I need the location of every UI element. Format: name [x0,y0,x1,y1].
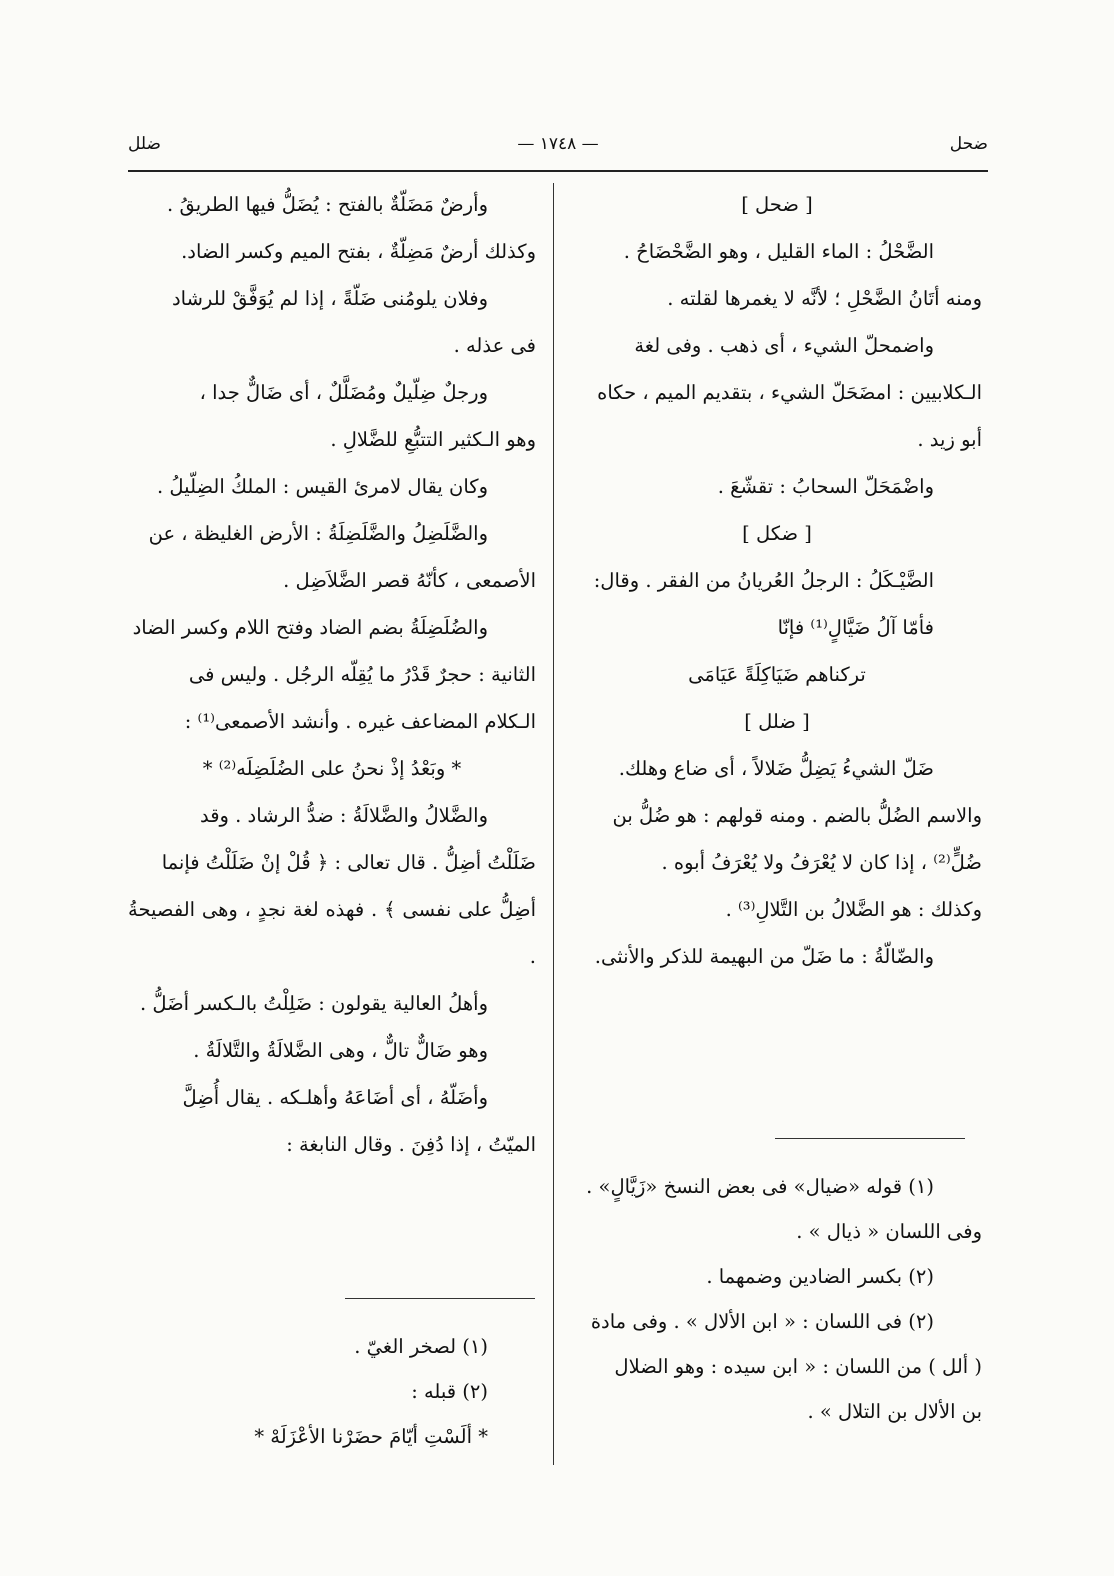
text-line: وفلان يلومُنى ضَلّةً ، إذا لم يُوَفَّقْ للرشاد [171,287,488,310]
footnote-line: (٢) فى اللسان : « ابن الألال » . وفى مادة [590,1310,934,1333]
text-line: الـكلابيين : امضَحَلّ الشيء ، بتقديم الميم ، حكاه [597,381,982,404]
text-line: أبو زيد . [917,428,982,451]
verse-line: * وبَعْدُ إذْ نحنُ على الضُلَضِلَه⁽²⁾ * [202,757,462,780]
text-line: وأهلُ العالية يقولون : ضَلِلْتُ بالـكسر أضَلُّ . [139,992,488,1015]
verse-line: * ألَسْتِ أيّامَ حضَرْنا الأعْزَلَهْ * [254,1425,488,1448]
page-number: — ١٧٤٨ — [517,134,599,154]
footnote-line: وفى اللسان « ذيال » . [796,1220,982,1243]
text-line: الضَّيْـكَلُ : الرجلُ العُريانُ من الفقر . وقال: [593,569,934,592]
text-line: فى عذله . [453,334,536,357]
left-footnotes [128,1324,536,1459]
text-line: وكذلك أرضٌ مَضِلّةٌ ، بفتح الميم وكسر الضاد. [181,240,536,263]
footnote-line: بن الألال بن التلال » . [807,1400,982,1423]
left-column [128,181,536,1168]
text-line: الأصمعى ، كأنّهُ قصر الضَّلاَضِل . [283,569,536,592]
text-line: وكذلك : هو الضَّلالُ بن التَّلالِ⁽³⁾ . [725,898,982,921]
text-line: والضَّلَضِلُ والضَّلَضِلَةُ : الأرض الغليظة ، عن [148,522,488,545]
text-line: وكان يقال لامرئ القيس : الملكُ الضِلّيلُ . [157,475,488,498]
header-root-right: ضحل [949,134,988,154]
text-line: الثانية : حجرٌ قَدْرُ ما يُقِلّه الرجُل . وليس فى [188,663,536,686]
text-line: والضَّلالُ والضَّلالَةُ : ضدُّ الرشاد . وقد [199,804,488,827]
text-line: والضّالّةُ : ما ضَلّ من البهيمة للذكر والأنثى. [594,945,934,968]
column-divider [553,183,554,1465]
text-line: واضْمَحَلّ السحابُ : تقشّعَ . [717,475,934,498]
entry-heading-dhakal: [ ضكل ] [742,522,812,545]
text-line: أضِلُّ على نفسى ﴾ . فهذه لغة نجدٍ ، وهى الفصيحةُ . [128,898,536,968]
entry-heading-dhalal: [ ضلل ] [744,710,810,733]
footnote-line: (٢) قبله : [411,1380,488,1403]
footnote-line: (١) قوله «ضيال» فى بعض النسخ «زَيَّالٍ» . [586,1175,934,1198]
text-line: وهو ضَالٌّ تالٌّ ، وهى الضَّلالَةُ والتَّلالَةُ . [193,1039,488,1062]
text-line: ومنه أتَانُ الضَّحْلِ ؛ لأنَّه لا يغمرها لقلته . [667,287,982,310]
text-line: ضُلٍّ⁽²⁾ ، إذا كان لا يُعْرَفُ ولا يُعْرَفُ أبوه . [661,851,982,874]
text-line: ضَلّ الشيءُ يَضِلُّ ضَلالاً ، أى ضاع وهلك. [618,757,934,780]
footnote-rule-left [345,1298,535,1299]
text-line: والضُلَضِلَةُ بضم الضاد وفتح اللام وكسر الضاد [132,616,488,639]
text-line: وأضَلّهُ ، أى أضَاعَهُ وأهلـكه . يقال أُضِلَّ [182,1086,488,1109]
text-line: ورجلٌ ضِلّيلٌ ومُضَلَّلٌ ، أى ضَالٌّ جدا ، [199,381,488,404]
text-line: الضَّحْلُ : الماء القليل ، وهو الضَّحْضَاحُ . [623,240,934,263]
text-line: وأرضٌ مَضَلّةٌ بالفتح : يُضَلُّ فيها الطريقُ . [167,193,488,216]
header-root-left: ضلل [128,134,161,154]
footnote-line: (١) لصخر الغيّ . [354,1335,488,1358]
footnote-rule-right [775,1138,965,1139]
right-column [572,181,982,980]
text-line: والاسم الضُلُّ بالضم . ومنه قولهم : هو ضُلُّ بن [612,804,982,827]
entry-heading-dhahal: [ ضحل ] [741,193,813,216]
header-rule [128,170,988,172]
verse-line: تركناهم ضَيَاكِلَةً عَيَامَى [688,663,866,686]
right-footnotes [572,1164,982,1434]
footnote-line: (٢) بكسر الضادين وضمهما . [706,1265,934,1288]
text-line: واضمحلّ الشيء ، أى ذهب . وفى لغة [634,334,934,357]
verse-line: فأمّا آلُ ضَيَّالٍ⁽¹⁾ فإنّا [777,616,934,639]
page-header [128,134,988,164]
text-line: وهو الـكثير التتبُّعِ للضَّلالِ . [330,428,536,451]
text-line: ضَلَلْتُ أضِلُّ . قال تعالى : ﴿ قُلْ إنْ ضَلَلْتُ فإنما [161,851,536,874]
footnote-line: ( ألل ) من اللسان : « ابن سيده : وهو الضلال [614,1355,982,1378]
text-line: الـكلام المضاعف غيره . وأنشد الأصمعى⁽¹⁾ : [184,710,536,733]
text-line: الميّتُ ، إذا دُفِنَ . وقال النابغة : [286,1133,536,1156]
